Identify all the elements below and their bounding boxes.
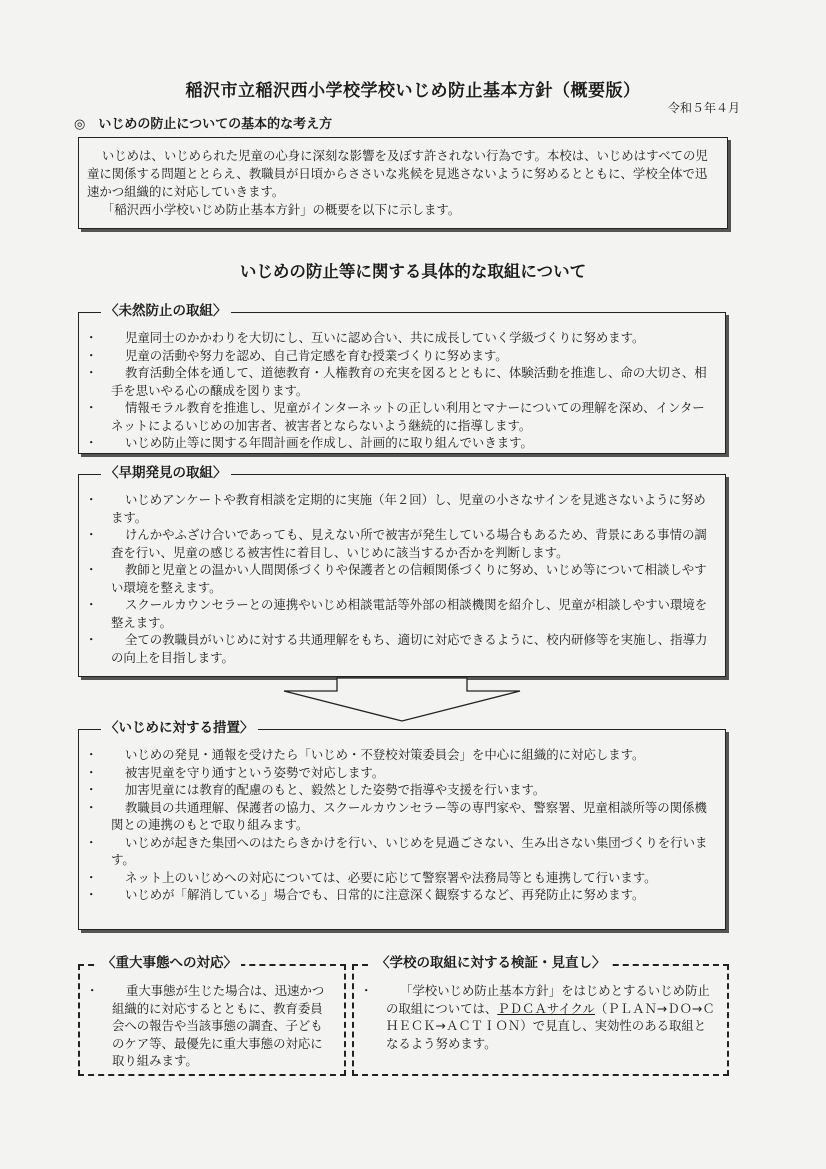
response-box [78,720,726,930]
early-detection-title: 〈早期発見の取組〉 [101,465,231,483]
main-heading: いじめの防止等に関する具体的な取組について [239,262,587,281]
intro-paragraph: 「稲沢西小学校いじめ防止基本方針」の概要を以下に示します。 [101,202,461,217]
early-detection-box [78,465,726,677]
review-text: 「学校いじめ防止基本方針」をはじめとするいじめ防止の取組については、 [386,983,710,1016]
list-item: ・ 教師と児童との温かい人間関係づくりや保護者との信頼関係づくりに努め、いじめ等について相談しやすい環境を整えます。 [89,561,715,596]
list-item: ・ ネット上のいじめへの対応については、必要に応じて警察署や法務局等とも連携して行います。 [89,869,715,887]
list-item: ・ 教育活動全体を通して、道徳教育・人権教育の充実を図るとともに、体験活動を推進し、命の大切さ、相手を思いやる心の醸成を図ります。 [89,364,715,399]
list-item: ・ 被害児童を守り通すという姿勢で対応します。 [89,764,715,782]
list-item: ・ 加害児童には教育的配慮のもと、毅然とした姿勢で指導や支援を行います。 [89,781,715,799]
list-item: ・ 全ての教職員がいじめに対する共通理解をもち、適切に対応できるように、校内研修等を実施し、指導力の向上を目指します。 [89,631,715,666]
list-item: ・ 情報モラル教育を推進し、児童がインターネットの正しい利用とマナーについての理解を深め、インターネットによるいじめの加害者、被害者とならないよう継続的に指導します。 [89,399,715,434]
serious-incident-box [78,955,346,1076]
document-title: 稲沢市立稲沢西小学校学校いじめ防止基本方針（概要版） [185,81,641,101]
prevention-box [78,303,726,454]
serious-incident-title: 〈重大事態への対応〉 [98,955,241,973]
list-item: ・ いじめ防止等に関する年間計画を作成し、計画的に取り組んでいきます。 [89,434,715,452]
list-item: ・ 重大事態が生じた場合は、迅速かつ組織的に対応するとともに、教育委員会への報告や当該事態の調査、子どものケア等、最優先に重大事態の対応に取り組みます。 [90,982,334,1070]
list-item: ・ スクールカウンセラーとの連携やいじめ相談電話等外部の相談機関を紹介し、児童が相談しやすい環境を整えます。 [89,596,715,631]
list-item: ・ 児童同士のかかわりを大切にし、互いに認め合い、共に成長していく学級づくりに努めます。 [89,329,715,347]
list-item: ・ 教職員の共通理解、保護者の協力、スクールカウンセラー等の専門家や、警察署、児童相談所等の関係機関との連携のもとで取り組みます。 [89,799,715,834]
pdca-cycle-text: ＰＤＣＡサイクル [497,1000,595,1016]
basic-policy-box [78,137,728,229]
list-item: ・ いじめが「解消している」場合でも、日常的に注意深く観察するなど、再発防止に努めます。 [89,886,715,904]
basic-policy-label: ◎ いじめの防止についての基本的な考え方 [74,117,333,132]
list-item: ・ いじめの発見・通報を受けたら「いじめ・不登校対策委員会」を中心に組織的に対応します。 [89,746,715,764]
list-item [364,982,717,1052]
response-title: 〈いじめに対する措置〉 [101,720,258,738]
issue-date: 令和５年４月 [667,101,740,115]
list-item: ・ いじめが起きた集団へのはたらきかけを行い、いじめを見過ごさない、生み出さない集団づくりを行います。 [89,834,715,869]
review-title: 〈学校の取組に対する検証・見直し〉 [372,955,610,973]
review-box [352,955,729,1076]
list-item: ・ いじめアンケートや教育相談を定期的に実施（年２回）し、児童の小さなサインを見逃さないように努めます。 [89,491,715,526]
down-arrow-icon [282,677,522,723]
prevention-title: 〈未然防止の取組〉 [101,303,231,321]
list-item: ・ 児童の活動や努力を認め、自己肯定感を育む授業づくりに努めます。 [89,347,715,365]
review-text: （ＰＬＡＮ→ＤＯ→ＣＨＥＣＫ→ＡＣＴＩＯＮ）で見直し、実効性のある取組となるよう努めます。 [386,1000,715,1051]
intro-paragraph: いじめは、いじめられた児童の心身に深刻な影響を及ぼす許されない行為です。本校は、いじめはすべての児童に関係する問題ととらえ、教職員が日頃からささいな兆候を見逃さないように努めるとともに、学校全体で迅速かつ組織的に対応していきます。 [87,148,708,199]
list-item: ・ けんかやふざけ合いであっても、見えない所で被害が発生している場合もあるため、背景にある事情の調査を行い、児童の感じる被害性に着目し、いじめに該当するか否かを判断します。 [89,526,715,561]
